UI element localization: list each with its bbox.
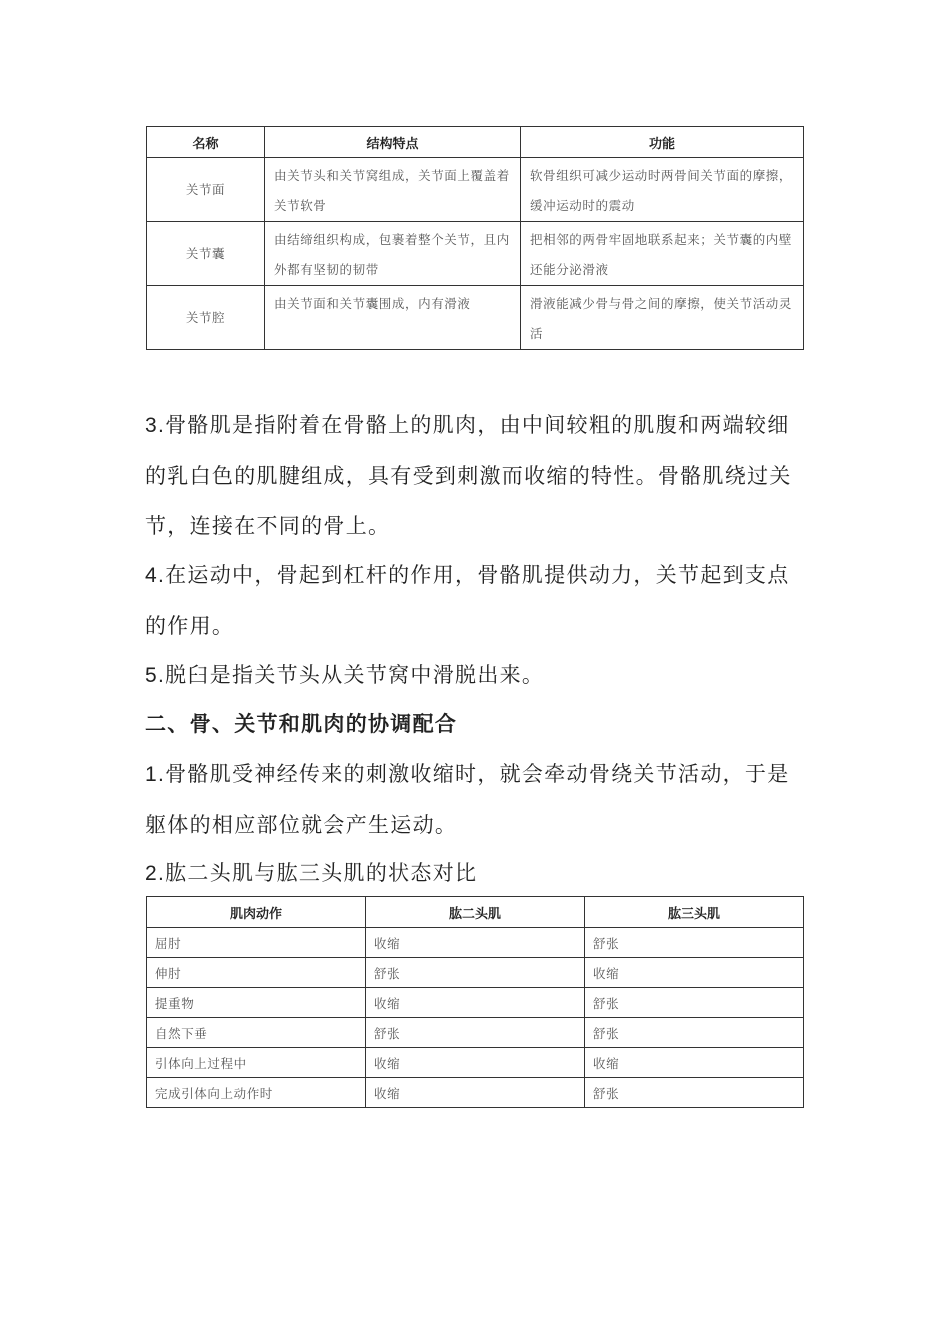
table-row [147, 958, 804, 988]
table-row [147, 158, 804, 222]
cell-action: 引体向上过程中 [147, 1048, 366, 1078]
header-action: 肌肉动作 [147, 897, 366, 928]
table-row [147, 988, 804, 1018]
cell-biceps: 收缩 [366, 988, 585, 1018]
row-function: 软骨组织可减少运动时两骨间关节面的摩擦，缓冲运动时的震动 [521, 158, 804, 222]
table-row [147, 928, 804, 958]
cell-action: 自然下垂 [147, 1018, 366, 1048]
paragraph-text: 骨骼肌是指附着在骨骼上的肌肉，由中间较粗的肌腹和两端较细的乳白色的肌腱组成，具有受到刺激而收缩的特性。骨骼肌绕过关节，连接在不同的骨上。 [145, 413, 792, 538]
cell-biceps: 舒张 [366, 1018, 585, 1048]
section-heading: 二、骨、关节和肌肉的协调配合 [145, 712, 458, 736]
cell-action: 完成引体向上动作时 [147, 1078, 366, 1108]
header-structure: 结构特点 [265, 127, 521, 158]
row-function: 把相邻的两骨牢固地联系起来；关节囊的内壁还能分泌滑液 [521, 222, 804, 286]
paragraph-text: 在运动中，骨起到杠杆的作用，骨骼肌提供动力，关节起到支点的作用。 [145, 563, 790, 638]
cell-action: 屈肘 [147, 928, 366, 958]
paragraph-q1 [145, 749, 810, 850]
cell-biceps: 收缩 [366, 1078, 585, 1108]
paragraph-number: 4. [145, 564, 166, 587]
cell-triceps: 收缩 [585, 958, 804, 988]
paragraph-number: 5. [145, 664, 166, 687]
row-name: 关节面 [147, 158, 265, 222]
paragraph-5 [145, 650, 810, 701]
paragraph-text: 脱臼是指关节头从关节窝中滑脱出来。 [165, 663, 545, 687]
paragraph-q2 [145, 848, 810, 899]
header-triceps: 肱三头肌 [585, 897, 804, 928]
cell-triceps: 收缩 [585, 1048, 804, 1078]
row-function: 滑液能减少骨与骨之间的摩擦，使关节活动灵活 [521, 286, 804, 350]
row-name: 关节腔 [147, 286, 265, 350]
table-header-row [147, 127, 804, 158]
row-structure: 由关节头和关节窝组成，关节面上覆盖着关节软骨 [265, 158, 521, 222]
table-row [147, 1048, 804, 1078]
cell-triceps: 舒张 [585, 1018, 804, 1048]
paragraph-number: 1. [145, 763, 166, 786]
paragraph-number: 2. [145, 862, 166, 885]
table-row [147, 1018, 804, 1048]
paragraph-text: 肱二头肌与肱三头肌的状态对比 [165, 861, 478, 885]
row-name: 关节囊 [147, 222, 265, 286]
cell-action: 伸肘 [147, 958, 366, 988]
cell-biceps: 收缩 [366, 928, 585, 958]
paragraph-number: 3. [145, 414, 166, 437]
paragraph-text: 骨骼肌受神经传来的刺激收缩时，就会牵动骨绕关节活动，于是躯体的相应部位就会产生运动。 [145, 762, 790, 837]
cell-biceps: 收缩 [366, 1048, 585, 1078]
row-structure: 由关节面和关节囊围成，内有滑液 [265, 286, 521, 350]
header-biceps: 肱二头肌 [366, 897, 585, 928]
joint-structure-table [146, 126, 804, 350]
paragraph-4 [145, 550, 810, 651]
table-row [147, 222, 804, 286]
header-name: 名称 [147, 127, 265, 158]
paragraph-3 [145, 400, 810, 551]
table-row [147, 286, 804, 350]
cell-triceps: 舒张 [585, 1078, 804, 1108]
cell-triceps: 舒张 [585, 928, 804, 958]
table-header-row [147, 897, 804, 928]
table-row [147, 1078, 804, 1108]
row-structure: 由结缔组织构成，包裹着整个关节，且内外都有坚韧的韧带 [265, 222, 521, 286]
cell-biceps: 舒张 [366, 958, 585, 988]
muscle-state-table [146, 896, 804, 1108]
header-function: 功能 [521, 127, 804, 158]
cell-triceps: 舒张 [585, 988, 804, 1018]
cell-action: 提重物 [147, 988, 366, 1018]
